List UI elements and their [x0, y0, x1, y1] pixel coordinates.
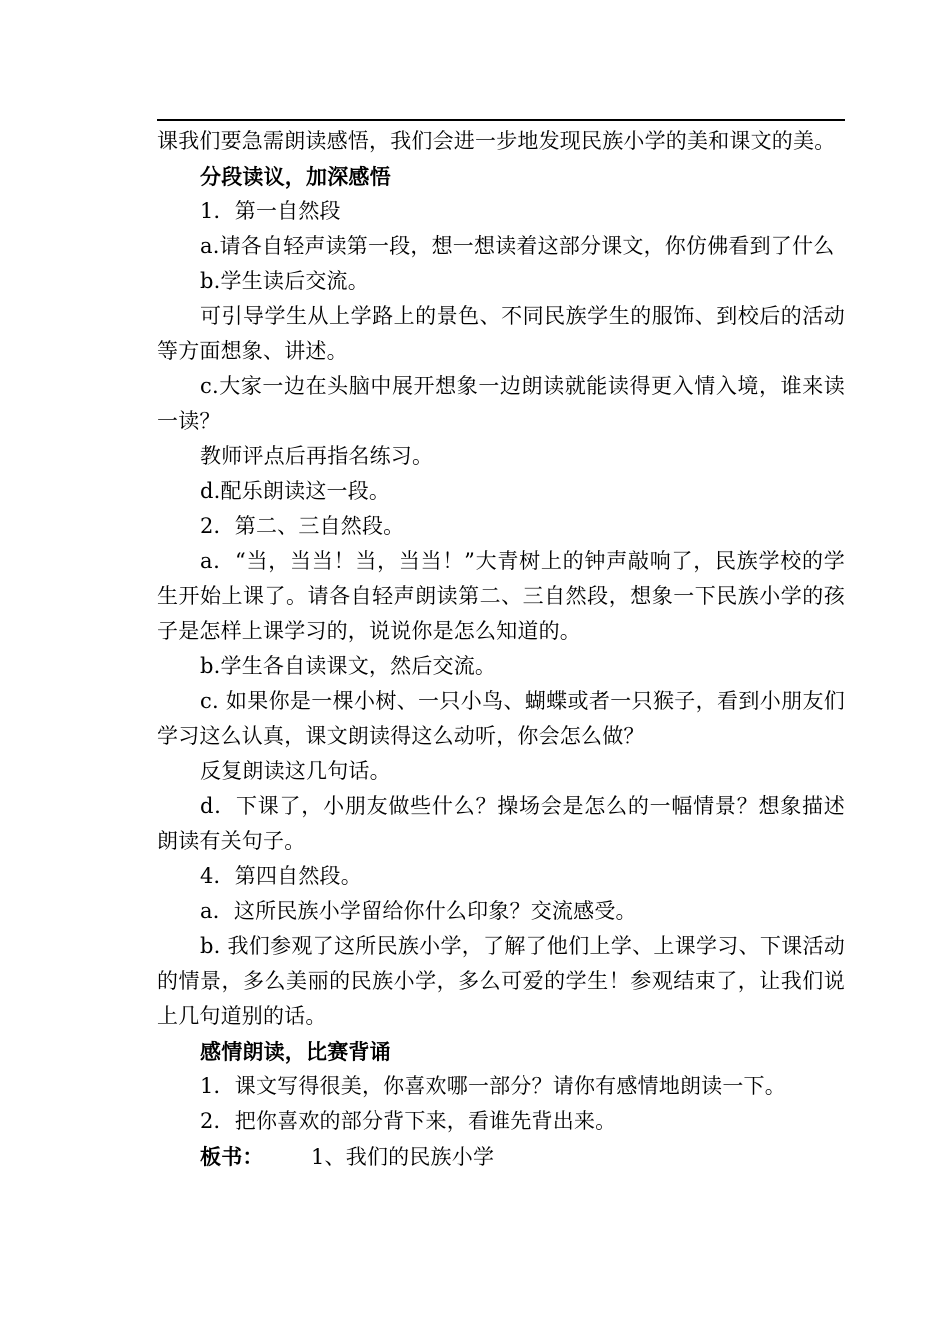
- paragraph-line: d．下课了，小朋友做些什么？操场会是怎么的一幅情景？想象描述朗读有关句子。: [157, 794, 845, 853]
- paragraph-line: 课我们要急需朗读感悟，我们会进一步地发现民族小学的美和课文的美。: [157, 129, 836, 153]
- paragraph-line: 2．第二、三自然段。: [200, 514, 405, 538]
- document-body: [157, 124, 845, 1175]
- paragraph-line: c. 如果你是一棵小树、一只小鸟、蝴蝶或者一只猴子，看到小朋友们学习这么认真，课文朗读得这么动听，你会怎么做？: [157, 689, 845, 748]
- paragraph-line: a．这所民族小学留给你什么印象？交流感受。: [200, 899, 637, 923]
- header-rule: [157, 119, 845, 121]
- blackboard-text: 1、我们的民族小学: [311, 1145, 495, 1169]
- blackboard-label: 板书：: [200, 1144, 264, 1169]
- section-heading: 分段读议，加深感悟: [200, 164, 391, 189]
- paragraph-line: b.学生各自读课文，然后交流。: [200, 654, 497, 678]
- paragraph-line: 1．课文写得很美，你喜欢哪一部分？请你有感情地朗读一下。: [200, 1074, 786, 1098]
- paragraph-line: 可引导学生从上学路上的景色、不同民族学生的服饰、到校后的活动等方面想象、讲述。: [157, 304, 845, 363]
- paragraph-line: c.大家一边在头脑中展开想象一边朗读就能读得更入情入境，谁来读一读？: [157, 374, 845, 433]
- paragraph-line: 4．第四自然段。: [200, 864, 362, 888]
- paragraph-line: d.配乐朗读这一段。: [200, 479, 391, 503]
- section-heading: 感情朗读，比赛背诵: [200, 1039, 391, 1064]
- paragraph-line: b.学生读后交流。: [200, 269, 369, 293]
- blackboard-line: [200, 1139, 845, 1175]
- paragraph-line: b. 我们参观了这所民族小学，了解了他们上学、上课学习、下课活动的情景，多么美丽的民族小学，多么可爱的学生！参观结束了，让我们说上几句道别的话。: [157, 934, 845, 1028]
- paragraph-line: a.请各自轻声读第一段，想一想读着这部分课文，你仿佛看到了什么: [200, 234, 835, 258]
- paragraph-line: 1．第一自然段: [200, 199, 341, 223]
- paragraph-line: 2．把你喜欢的部分背下来，看谁先背出来。: [200, 1109, 617, 1133]
- paragraph-line: 反复朗读这几句话。: [200, 759, 391, 783]
- paragraph-line: 教师评点后再指名练习。: [200, 444, 434, 468]
- paragraph-line: a．“当，当当！当，当当！”大青树上的钟声敲响了，民族学校的学生开始上课了。请各自轻声朗读第二、三自然段，想象一下民族小学的孩子是怎样上课学习的，说说你是怎么知道的。: [157, 549, 845, 643]
